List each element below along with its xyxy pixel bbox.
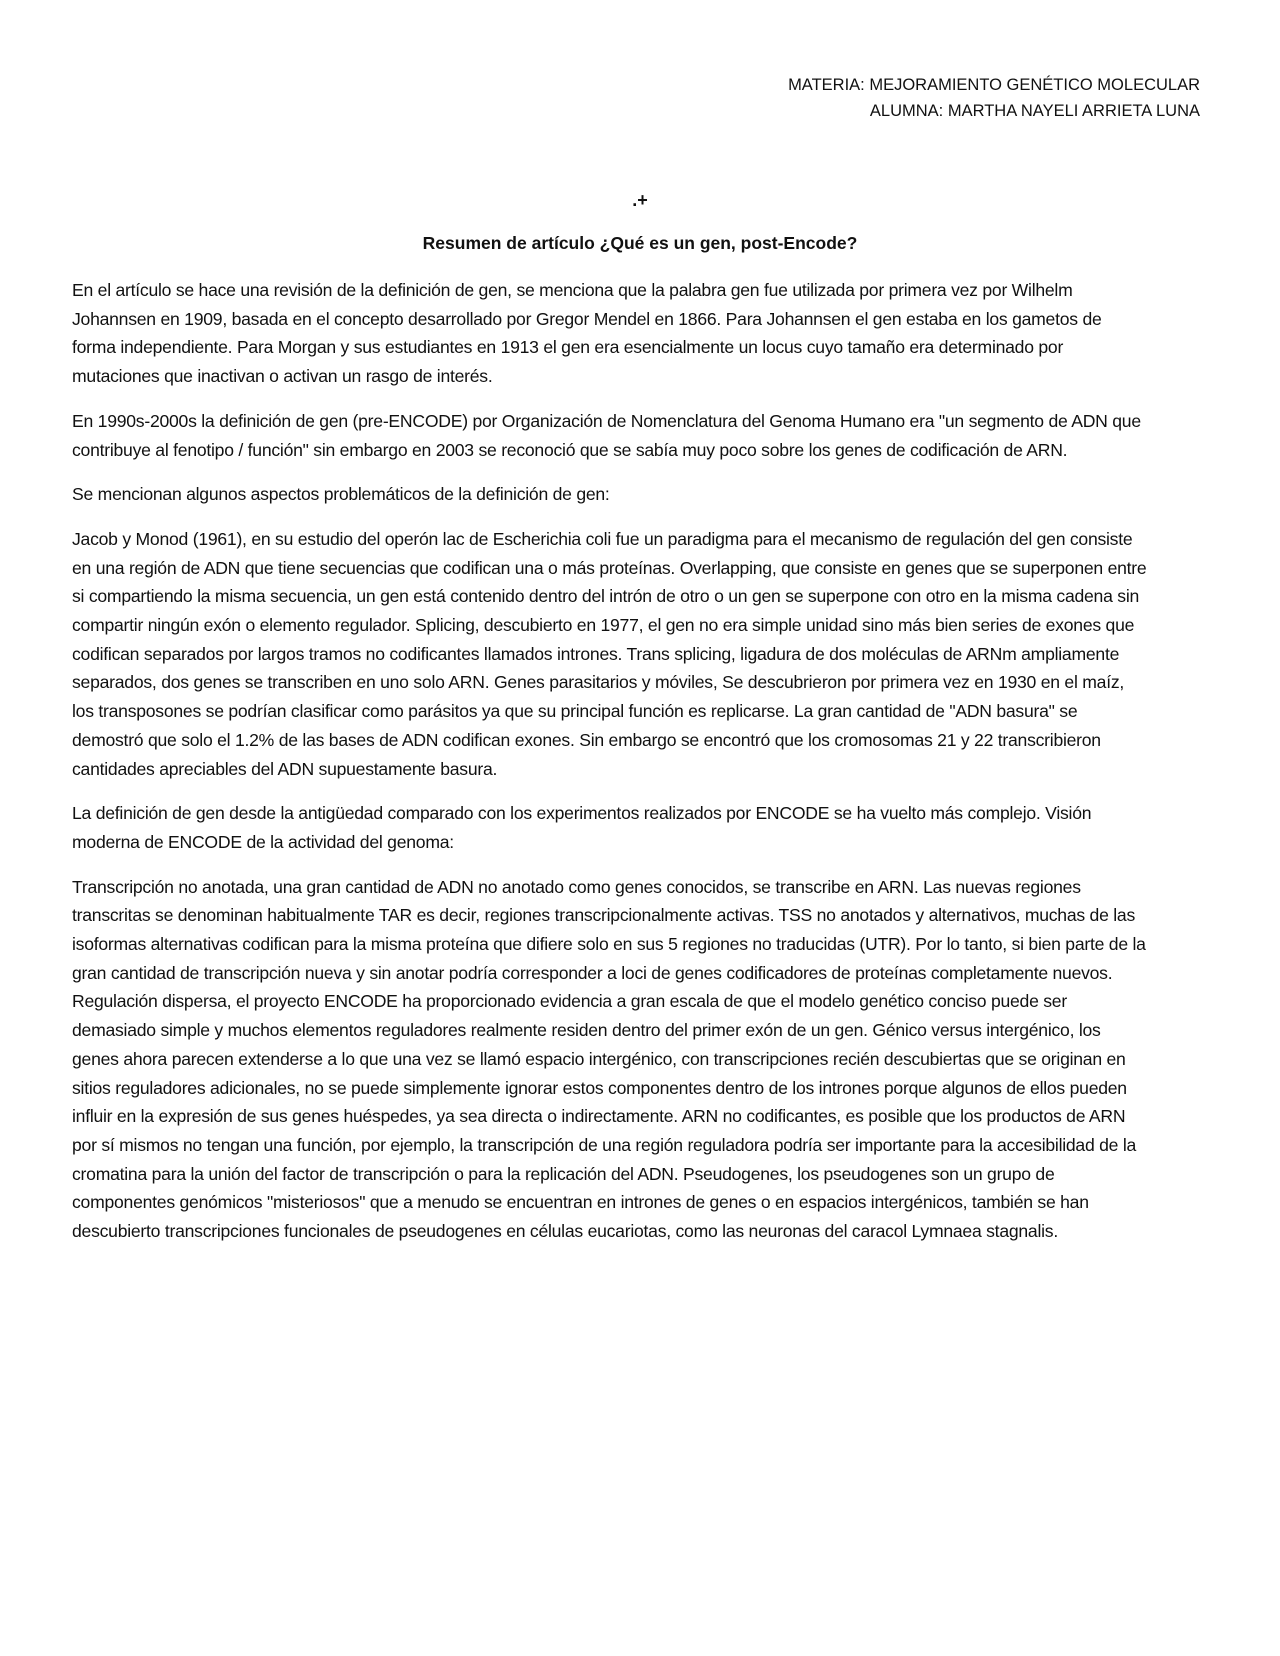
document-body: [72, 276, 1147, 1262]
document-header: [788, 72, 1200, 124]
subject-line: MATERIA: MEJORAMIENTO GENÉTICO MOLECULAR: [788, 76, 1200, 94]
document-title: Resumen de artículo ¿Qué es un gen, post-Encode?: [422, 233, 858, 253]
paragraph: En 1990s-2000s la definición de gen (pre-ENCODE) por Organización de Nomenclatura del Genoma Humano era "un segmento de ADN que contribuye al fenotipo / función" sin embargo en 2003 se reconoció que se sabía muy poco sobre los genes de codificación de ARN.: [72, 410, 1141, 460]
paragraph: Se mencionan algunos aspectos problemáticos de la definición de gen:: [72, 484, 610, 505]
stray-mark: .+: [632, 190, 648, 210]
paragraph: En el artículo se hace una revisión de la definición de gen, se menciona que la palabra gen fue utilizada por primera vez por Wilhelm Johannsen en 1909, basada en el concepto desarrollado por Gregor Mendel en 1866. Para Johannsen el gen estaba en los gametos de forma independiente. Para Morgan y sus estudiantes en 1913 el gen era esencialmente un locus cuyo tamaño era determinado por mutaciones que inactivan o activan un rasgo de interés.: [72, 280, 1102, 387]
paragraph: La definición de gen desde la antigüedad comparado con los experimentos realizados por ENCODE se ha vuelto más complejo. Visión moderna de ENCODE de la actividad del genoma:: [72, 803, 1092, 852]
student-line: ALUMNA: MARTHA NAYELI ARRIETA LUNA: [869, 102, 1200, 120]
paragraph: Jacob y Monod (1961), en su estudio del operón lac de Escherichia coli fue un paradigma para el mecanismo de regulación del gen consiste en una región de ADN que tiene secuencias que codifican una o más proteínas. Overlapping, que consiste en genes que se superponen entre si compartiendo la misma secuencia, un gen está contenido dentro del intrón de otro o un gen se superpone con otro en la misma cadena sin compartir ningún exón o elemento regulador. Splicing, descubierto en 1977, el gen no era simple unidad sino más bien series de exones que codifican separados por largos tramos no codificantes llamados intrones. Trans splicing, ligadura de dos moléculas de ARNm ampliamente separados, dos genes se transcriben en uno solo ARN. Genes parasitarios y móviles, Se descubrieron por primera vez en 1930 en el maíz, los transposones se podrían clasificar como parásitos ya que su principal función es replicarse. La gran cantidad de "ADN basura" se demostró que solo el 1.2% de las bases de ADN codifican exones. Sin embargo se encontró que los cromosomas 21 y 22 transcribieron cantidades apreciables del ADN supuestamente basura.: [72, 528, 1147, 779]
paragraph: Transcripción no anotada, una gran cantidad de ADN no anotado como genes conocidos, se transcribe en ARN. Las nuevas regiones transcritas se denominan habitualmente TAR es decir, regiones transcripcionalmente activas. TSS no anotados y alternativos, muchas de las isoformas alternativas codifican para la misma proteína que difiere solo en sus 5 regiones no traducidas (UTR). Por lo tanto, si bien parte de la gran cantidad de transcripción nueva y sin anotar podría corresponder a loci de genes codificadores de proteínas completamente nuevos. Regulación dispersa, el proyecto ENCODE ha proporcionado evidencia a gran escala de que el modelo genético conciso puede ser demasiado simple y muchos elementos reguladores realmente residen dentro del primer exón de un gen. Génico versus intergénico, los genes ahora parecen extenderse a lo que una vez se llamó espacio intergénico, con transcripciones recién descubiertas que se originan en sitios reguladores adicionales, no se puede simplemente ignorar estos componentes dentro de los intrones porque algunos de ellos pueden influir en la expresión de sus genes huéspedes, ya sea directa o indirectamente. ARN no codificantes, es posible que los productos de ARN por sí mismos no tengan una función, por ejemplo, la transcripción de una región reguladora podría ser importante para la accesibilidad de la cromatina para la unión del factor de transcripción o para la replicación del ADN. Pseudogenes, los pseudogenes son un grupo de componentes genómicos "misteriosos" que a menudo se encuentran en intrones de genes o en espacios intergénicos, también se han descubierto transcripciones funcionales de pseudogenes en células eucariotas, como las neuronas del caracol Lymnaea stagnalis.: [72, 876, 1146, 1242]
